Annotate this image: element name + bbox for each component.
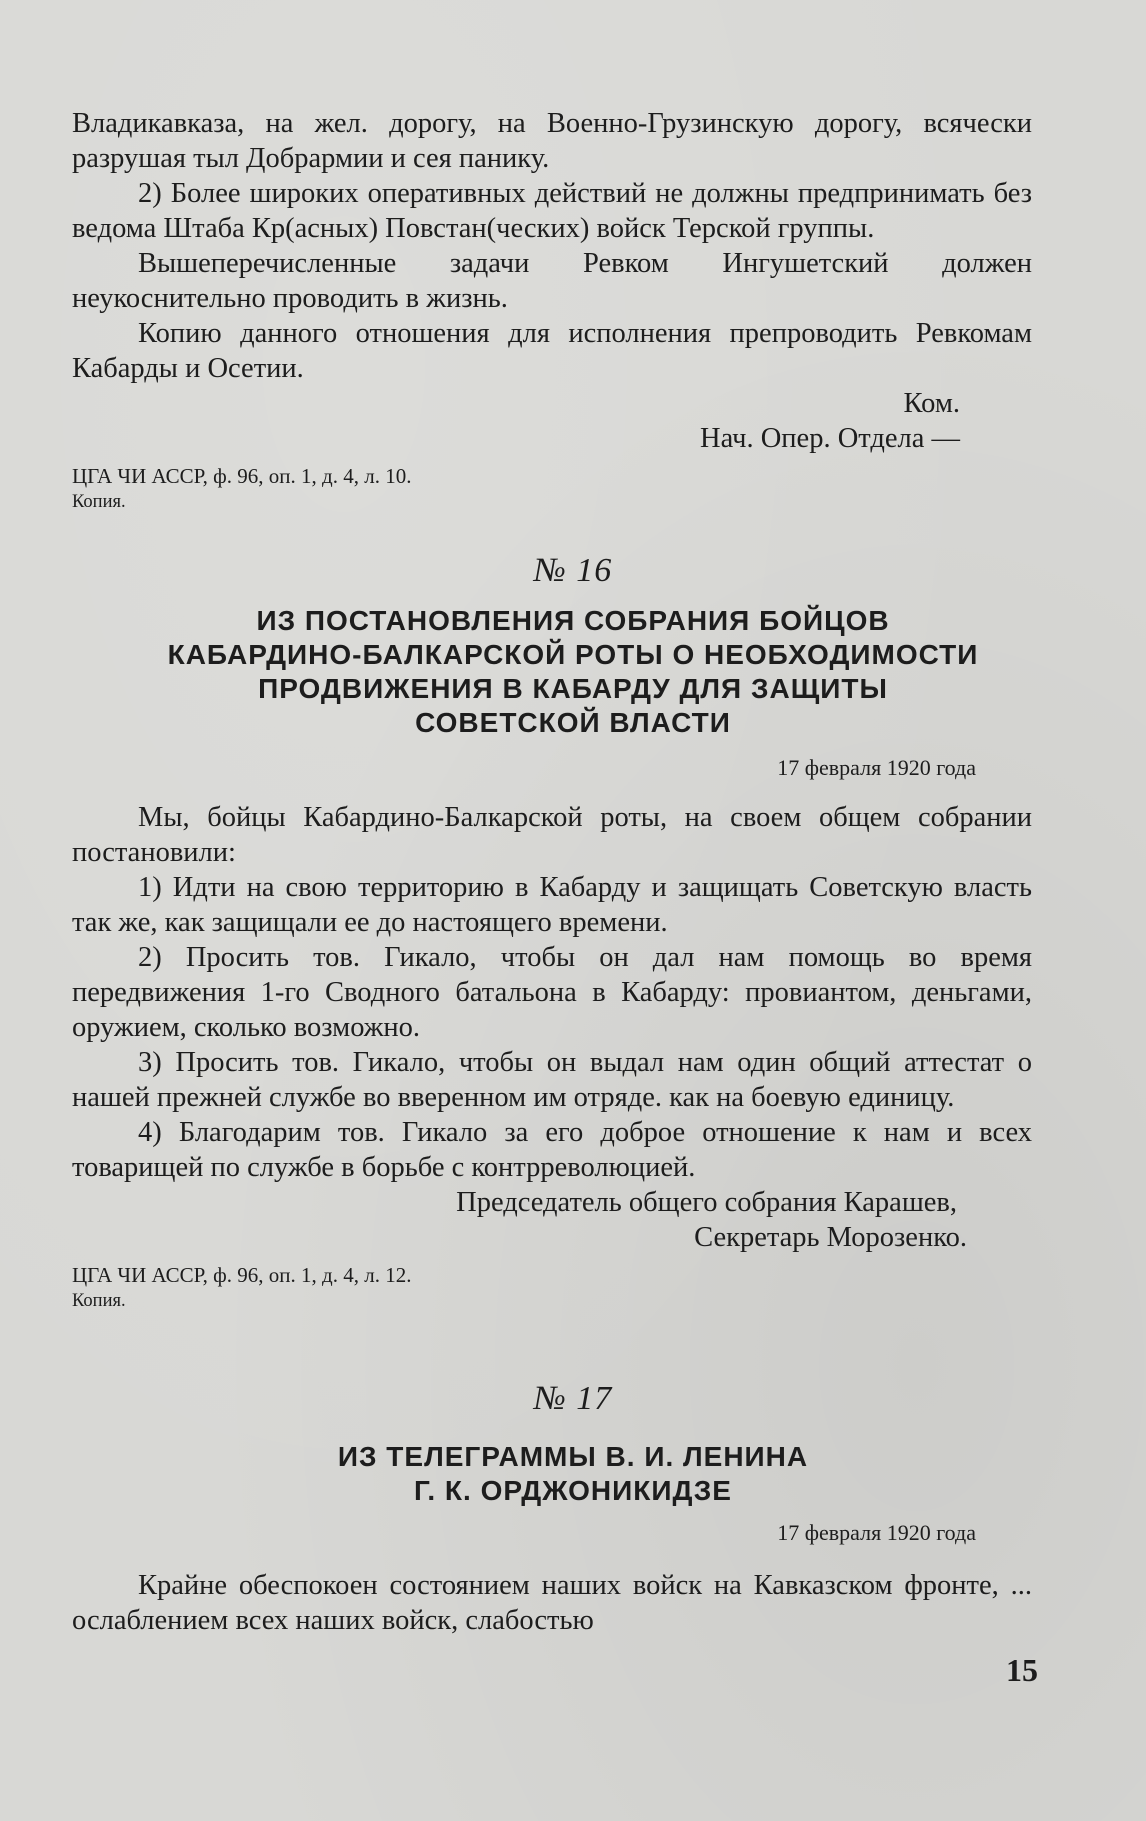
doc17-paragraph-1: Крайне обеспокоен состоянием наших войск на Кавказском фронте, ... ослаблением всех наших войск, слабостью bbox=[72, 1570, 1032, 1636]
doc17-date: 17 февраля 1920 года bbox=[777, 1520, 976, 1545]
doc15-archive-source: ЦГА ЧИ АССР, ф. 96, оп. 1, д. 4, л. 10. bbox=[72, 464, 412, 488]
doc16-item-2: 2) Просить тов. Гикало, чтобы он дал нам помощь во время передвижения 1-го Сводного батальона в Кабарду: провиантом, деньгами, оружием, сколько возможно. bbox=[72, 942, 1032, 1043]
doc17-title bbox=[0, 1440, 1146, 1508]
doc15-signature-1: Ком. bbox=[903, 388, 960, 419]
doc16-item-3: 3) Просить тов. Гикало, чтобы он выдал нам один общий аттестат о нашей прежней службе во вверенном им отряде. как на боевую единицу. bbox=[72, 1047, 1032, 1113]
doc15-paragraph-4: Копию данного отношения для исполнения препроводить Ревкомам Кабарды и Осетии. bbox=[72, 318, 1032, 384]
doc16-item-4: 4) Благодарим тов. Гикало за его доброе отношение к нам и всех товарищей по службе в борьбе с контрреволюцией. bbox=[72, 1117, 1032, 1183]
page-number: 15 bbox=[1006, 1652, 1038, 1688]
doc16-signature-chair: Председатель общего собрания Карашев, bbox=[456, 1187, 957, 1218]
doc17-body bbox=[72, 1568, 1032, 1638]
doc16-copy-note: Копия. bbox=[72, 1291, 126, 1311]
doc16-title bbox=[0, 604, 1146, 740]
doc16-title-line-3: ПРОДВИЖЕНИЯ В КАБАРДУ ДЛЯ ЗАЩИТЫ bbox=[258, 673, 888, 704]
doc17-title-line-2: Г. К. ОРДЖОНИКИДЗЕ bbox=[413, 1475, 732, 1506]
doc16-body bbox=[72, 800, 1032, 1313]
doc17-title-line-1: ИЗ ТЕЛЕГРАММЫ В. И. ЛЕНИНА bbox=[337, 1441, 809, 1472]
doc16-title-line-2: КАБАРДИНО-БАЛКАРСКОЙ РОТЫ О НЕОБХОДИМОСТИ bbox=[167, 639, 979, 670]
doc17-number: № 17 bbox=[533, 1380, 613, 1417]
doc16-archive-source: ЦГА ЧИ АССР, ф. 96, оп. 1, д. 4, л. 12. bbox=[72, 1263, 412, 1287]
doc16-signature-secretary: Секретарь Морозенко. bbox=[694, 1222, 967, 1253]
doc16-intro: Мы, бойцы Кабардино-Балкарской роты, на своем общем собрании постановили: bbox=[72, 802, 1032, 868]
doc15-paragraph-1: Владикавказа, на жел. дорогу, на Военно-Грузинскую дорогу, всячески разрушая тыл Добрармии и сея панику. bbox=[72, 108, 1032, 174]
doc15-paragraph-2: 2) Более широких оперативных действий не должны предпринимать без ведома Штаба Кр(асных) Повстан(ческих) войск Терской группы. bbox=[72, 178, 1032, 244]
doc16-number: № 16 bbox=[533, 552, 613, 589]
doc15-paragraph-3: Вышеперечисленные задачи Ревком Ингушетский должен неукоснительно проводить в жизнь. bbox=[72, 248, 1032, 314]
doc15-copy-note: Копия. bbox=[72, 492, 126, 512]
doc16-item-1: 1) Идти на свою территорию в Кабарду и защищать Советскую власть так же, как защищали ее до настоящего времени. bbox=[72, 872, 1032, 938]
doc15-signature-2: Нач. Опер. Отдела — bbox=[700, 423, 960, 454]
doc16-title-line-4: СОВЕТСКОЙ ВЛАСТИ bbox=[415, 707, 731, 738]
doc16-date: 17 февраля 1920 года bbox=[777, 755, 976, 780]
doc15-tail bbox=[72, 106, 1032, 514]
doc16-title-line-1: ИЗ ПОСТАНОВЛЕНИЯ СОБРАНИЯ БОЙЦОВ bbox=[256, 605, 890, 636]
